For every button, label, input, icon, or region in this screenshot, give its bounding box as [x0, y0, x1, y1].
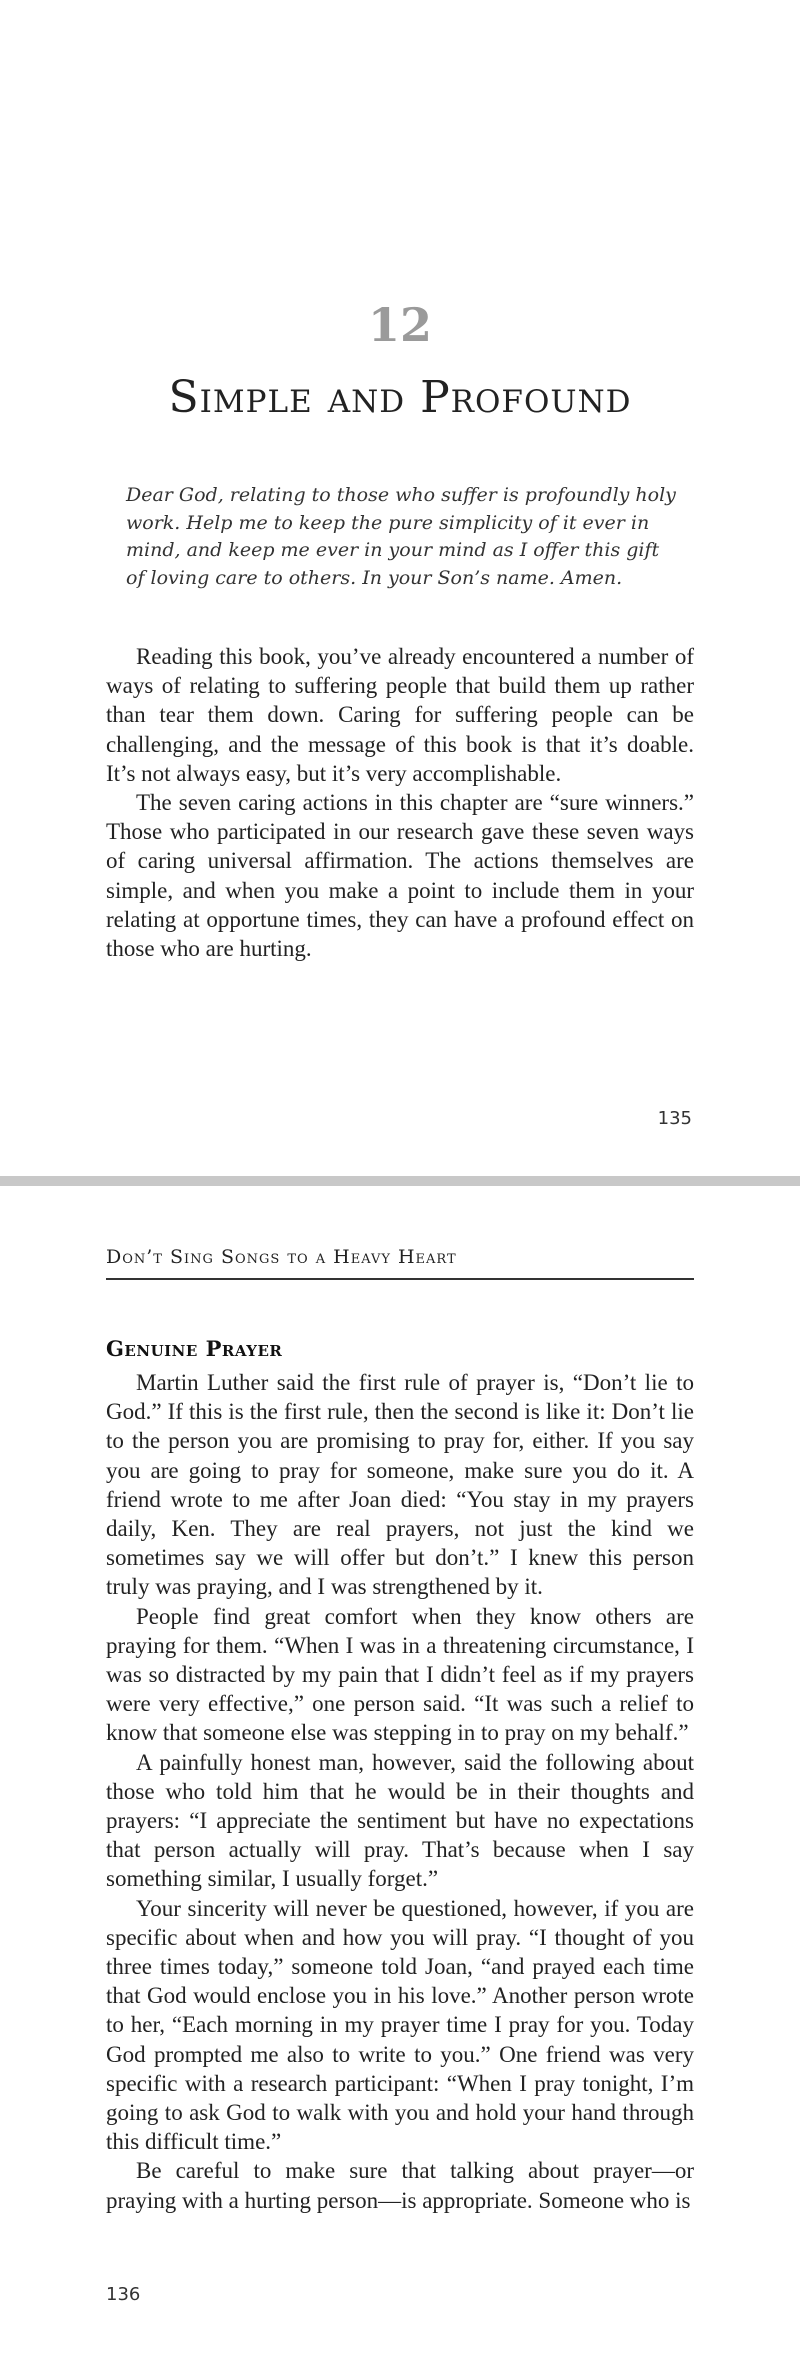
chapter-number: 12	[367, 298, 432, 352]
paragraph: Martin Luther said the first rule of prayer is, “Don’t lie to God.” If this is the first rule, then the second is like it: Don’t lie to the person you are promising to pray for, either. If you say you are going to pray for someone, make sure you do it. A friend wrote to me after Joan died: “You stay in my prayers daily, Ken. They are real prayers, not just the kind we sometimes say we will offer but don’t.” I knew this person truly was praying, and I was strengthened by it.	[106, 1370, 694, 1600]
paragraph: People find great comfort when they know others are praying for them. “When I was in a threatening circumstance, I was so distracted by my pain that I didn’t feel as if my prayers were very effective,” one person said. “It was such a relief to know that someone else was stepping in to pray on my behalf.”	[106, 1603, 694, 1746]
chapter-intro-text	[106, 642, 694, 963]
page-136	[0, 1186, 800, 2362]
running-head	[106, 1246, 694, 1280]
paragraph: The seven caring actions in this chapter are “sure winners.” Those who participated in our research gave these seven ways of caring universal affirmation. The actions themselves are simple, and when you make a point to include them in your relating at opportune times, they can have a profound effect on those who are hurting.	[106, 790, 694, 962]
paragraph: Be careful to make sure that talking about prayer—or praying with a hurting person—is appropriate. Someone who is	[106, 2158, 694, 2213]
chapter-title	[0, 372, 800, 423]
paragraph: Reading this book, you’ve already encountered a number of ways of relating to suffering people that build them up rather than tear them down. Caring for suffering people can be challenging, and the message of this book is that it’s doable. It’s not always easy, but it’s very accomplishable.	[106, 644, 694, 786]
page-number: 136	[106, 2284, 141, 2305]
page-divider	[0, 1176, 800, 1186]
paragraph: Your sincerity will never be questioned, however, if you are specific about when and how you will pray. “I thought of you three times today,” someone told Joan, “and prayed each time that God would enclose you in his love.” Another person wrote to her, “Each morning in my prayer time I pray for you. Today God prompted me also to write to you.” One friend was very specific with a research participant: “When I pray tonight, I’m going to ask God to walk with you and hold your hand through this difficult time.”	[106, 1895, 694, 2155]
page-135	[0, 0, 800, 1176]
paragraph: A painfully honest man, however, said the following about those who told him that he would be in their thoughts and prayers: “I appreciate the sentiment but have no expectations that person actually will pray. That’s because when I say something similar, I usually forget.”	[106, 1749, 694, 1892]
section-body-text	[106, 1368, 694, 2215]
chapter-title-smallcaps: Simple and Profound	[168, 372, 632, 423]
running-head-text: Don’t Sing Songs to a Heavy Heart	[106, 1246, 457, 1268]
section-heading: Genuine Prayer	[106, 1336, 283, 1361]
page-number: 135	[657, 1108, 692, 1129]
opening-prayer: Dear God, relating to those who suffer is profoundly holy work. Help me to keep the pure simplicity of it ever in mind, and keep me ever in your mind as I offer this gift of loving care to others. In your Son’s name. Amen.	[126, 484, 676, 589]
